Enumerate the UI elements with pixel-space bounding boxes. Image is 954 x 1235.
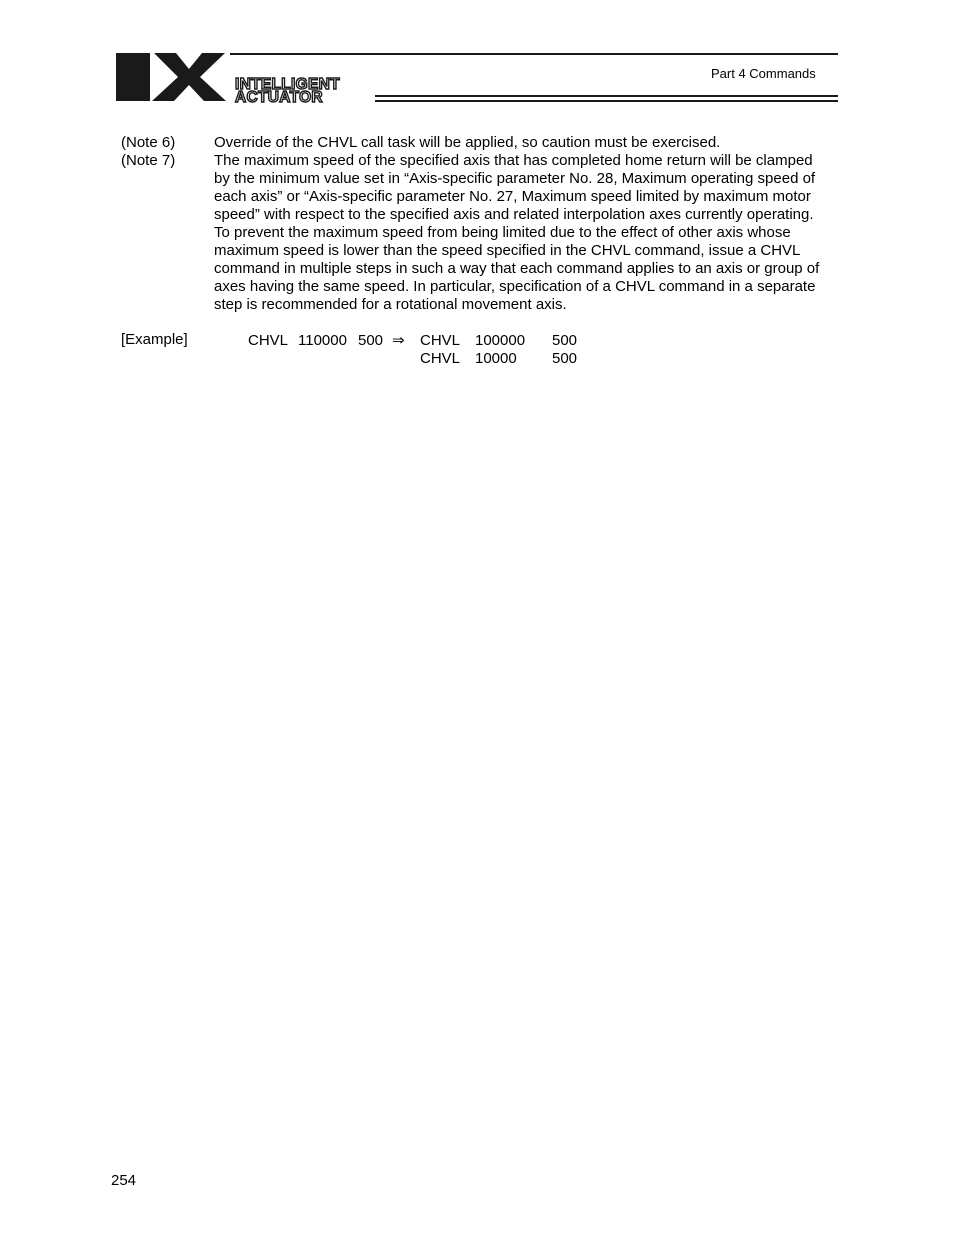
note-line: axes having the same speed. In particular, specification of a CHVL command in a separate [214,278,816,295]
note-6-text [214,134,846,152]
code-axis: 100000 [475,332,526,349]
note-7-text [214,152,846,314]
note-line: Override of the CHVL call task will be applied, so caution must be exercised. [214,134,721,151]
example-label: [Example] [121,331,188,348]
code-axis: 110000 [298,332,347,349]
note-6-label: (Note 6) [121,134,176,151]
brand-name-bottom: ACTUATOR [235,89,323,106]
note-7-label: (Note 7) [121,152,176,169]
code-speed: 500 [552,350,578,367]
section-title: Part 4 Commands [711,66,816,81]
note-line: speed” with respect to the specified axis and related interpolation axes currently operating. [214,206,814,223]
note-line: The maximum speed of the specified axis that has completed home return will be clamped [214,152,813,169]
code-command: CHVL [248,332,289,349]
note-line: To prevent the maximum speed from being limited due to the effect of other axis whose [214,224,791,241]
note-line: by the minimum value set in “Axis-specific parameter No. 28, Maximum operating speed of [214,170,816,187]
brand-name-top: INTELLIGENT [235,76,340,93]
page-number: 254 [111,1172,137,1189]
code-speed: 500 [358,332,384,349]
note-line: maximum speed is lower than the speed specified in the CHVL command, issue a CHVL [214,242,801,259]
note-line: each axis” or “Axis-specific parameter No. 27, Maximum speed limited by maximum motor [214,188,811,205]
header-rule-top [230,53,838,55]
code-axis: 10000 [475,350,517,367]
code-command: CHVL [420,332,461,349]
note-line: step is recommended for a rotational movement axis. [214,296,567,313]
header-rule-bottom-2 [375,100,838,102]
arrow-right-icon: ⇒ [392,332,405,349]
note-line: command in multiple steps in such a way that each command applies to an axis or group of [214,260,820,277]
code-command: CHVL [420,350,461,367]
header-rule-bottom-1 [375,95,838,97]
ix-logo-icon [114,52,230,102]
code-speed: 500 [552,332,578,349]
